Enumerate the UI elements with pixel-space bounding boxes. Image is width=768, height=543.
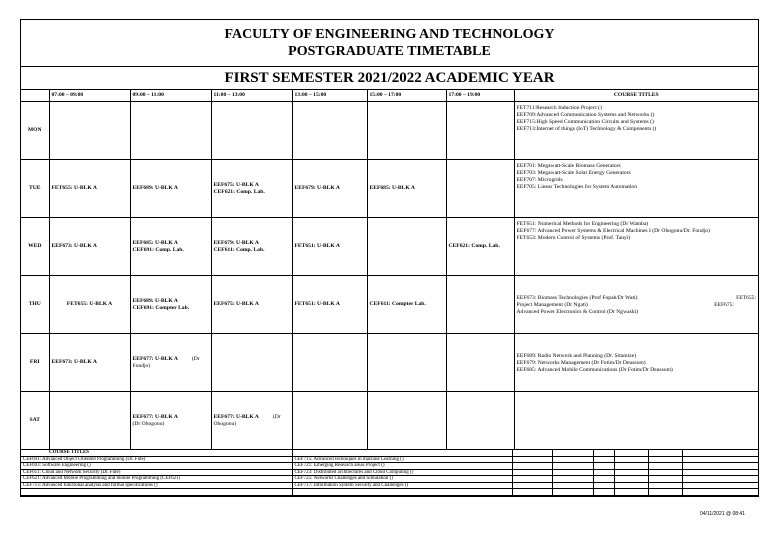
- course-title-right: CEF721: Emerging Research areas Project (): [292, 463, 512, 470]
- course-title-text: EEF675:: [714, 302, 734, 308]
- slot-line: EEF685: U-BLK A: [132, 239, 178, 246]
- day-row-tue: [21, 160, 758, 218]
- slot-line: Ohogonu): [213, 420, 237, 427]
- slot-entry: CEF611: Compter Lab.: [367, 276, 446, 334]
- course-title-left: CEF713: Advanced functional analysis and formal specifications (): [21, 482, 292, 489]
- semester-title: FIRST SEMESTER 2021/2022 ACADEMIC YEAR: [21, 67, 758, 90]
- course-title-line: EEF685: Advanced Mobile Communications (Dr Fotim/Dr Deussom): [516, 367, 673, 373]
- course-title-line: FET653: Modern Control of Systems (Prof. Tanyi): [516, 235, 631, 241]
- slot-entry: EEF689: U-BLK A: [130, 160, 211, 218]
- course-title-line: EEF707: Microgrids: [516, 177, 563, 183]
- slot-line: CEF691: Compter Lab.: [132, 304, 190, 311]
- course-title-line: EEF689: Radio Network and Planning (Dr. Sitamize): [516, 353, 636, 359]
- course-title-right: CEF723: Distributed architectures and Cloud Computing (): [292, 469, 512, 476]
- slot-entry: [130, 334, 211, 392]
- course-title-row: [21, 489, 758, 496]
- slot-line: CEF621: Comp. Lab.: [213, 188, 265, 195]
- day-row-wed: [21, 218, 758, 276]
- course-title-text: Project Management (Dr Ngati): [516, 302, 588, 308]
- timetable-frame: [20, 19, 759, 497]
- slot-entry: FET655: U-BLK A: [49, 160, 130, 218]
- col-1100-1300: 11:00 – 13:00: [211, 90, 292, 102]
- slot-line: (Dr Ohogonu): [132, 420, 165, 427]
- day-row-sat: [21, 392, 758, 450]
- course-title-line: [517, 295, 757, 302]
- col-0700-0900: 07:00 – 09:00: [49, 90, 130, 102]
- day-label: WED: [21, 218, 49, 276]
- slot-line: CEF611: Comp. Lab.: [213, 246, 265, 253]
- day-label: SAT: [21, 392, 49, 450]
- slot-entry: [211, 218, 292, 276]
- col-1700-1900: 17:00 – 19:00: [446, 90, 514, 102]
- course-title-line: EEF715:High Speed Communication Circuits and Systems (): [516, 119, 654, 125]
- faculty-title: FACULTY OF ENGINEERING AND TECHNOLOGY: [224, 27, 555, 42]
- slot-line: CEF691: Comp. Lab.: [132, 246, 184, 253]
- course-titles-mon: [514, 102, 758, 160]
- slot-entry: FET651: U-BLK A: [292, 218, 367, 276]
- slot-line: (Dr: [272, 413, 281, 420]
- course-title-line: EEF679: Networks Management (Dr Fotim/Dr Deussom): [516, 360, 646, 366]
- column-header-row: [21, 90, 758, 102]
- course-titles-wed: [514, 218, 758, 276]
- slot-line: EEF677: U-BLK A: [213, 413, 259, 420]
- course-title-right: CEF725: Networks Challenges and Simulation (): [292, 476, 512, 483]
- slot-entry: [211, 160, 292, 218]
- slot-line: EEF677: U-BLK A: [132, 355, 178, 362]
- col-1300-1500: 13:00 – 15:00: [292, 90, 367, 102]
- slot-entry: CEF621: Comp. Lab.: [446, 218, 514, 276]
- day-row-mon: [21, 102, 758, 160]
- slot-entry: [211, 392, 292, 450]
- slot-line: Fondjo): [132, 362, 151, 369]
- day-label: THU: [21, 276, 49, 334]
- course-title-right: CEF715: Advanced techniques in machine Learning (): [292, 456, 512, 463]
- course-titles-fri: [514, 334, 758, 392]
- course-title-line: EEF713:Internet of things (IoT) Technology & Components (): [516, 126, 657, 132]
- slot-entry: EEF685: U-BLK A: [367, 160, 446, 218]
- slot-entry: EEF673: U-BLK A: [49, 218, 130, 276]
- day-label: FRI: [21, 334, 49, 392]
- course-title-line: Advanced Power Electronics & Control (Dr Ngwashi): [516, 309, 638, 315]
- col-course-titles: COURSE TITLES: [514, 90, 758, 102]
- course-title-text: EEF673: Biomass Technologies (Prof Fopah/Dr Wati): [516, 295, 638, 301]
- course-title-line: EEF709:Advanced Communication Systems and Networks (): [516, 112, 655, 118]
- slot-line: EEF677: U-BLK A: [132, 413, 178, 420]
- slot-entry: [130, 218, 211, 276]
- slot-entry: [130, 392, 211, 450]
- course-title-line: EEF677: Advanced Power Systems & Electrical Machines I (Dr Ohogonu/Dr. Fondjo): [516, 228, 710, 234]
- slot-line: EEF679: U-BLK A: [213, 239, 259, 246]
- course-title-right: CEF717: Information System Security and Challenges (): [292, 482, 512, 489]
- slot-entry: FET651: U-BLK A: [292, 276, 367, 334]
- course-title-line: EEF701: Megawatt-Scale Biomass Generators: [516, 163, 621, 169]
- course-titles-thu: [514, 276, 758, 334]
- slot-entry: FET655: U-BLK A: [49, 276, 130, 334]
- col-1500-1700: 15:00 – 17:00: [367, 90, 446, 102]
- print-timestamp: 04/11/2021 @ 08:41: [699, 511, 745, 517]
- course-title-left: CEF611: Cloud and Network Security (Dr. Fute): [21, 469, 292, 476]
- corner-cell: [21, 90, 49, 102]
- day-row-fri: [21, 334, 758, 392]
- course-title-line: EEF703: Megawatt-Scale Solar Energy Generators: [516, 170, 631, 176]
- course-title-line: FET711:Research Induction Project (): [516, 105, 602, 111]
- timetable-subtitle: POSTGRADUATE TIMETABLE: [288, 44, 491, 59]
- col-0900-1100: 09:00 – 11:00: [130, 90, 211, 102]
- course-title-line: FET651: Numerical Methods for Engineering (Dr Wamba): [516, 221, 649, 227]
- course-title-line: EEF705: Linear Technologies for System Automation: [516, 184, 638, 190]
- course-titles-heading: COURSE TITLES: [21, 450, 292, 456]
- course-titles-tue: [514, 160, 758, 218]
- course-title-left: CEF621: Advanced Mobile Programming and mobile Programming (CEF621): [21, 476, 292, 483]
- course-title-left: CEF693: Software Engineering (): [21, 463, 292, 470]
- slot-entry: EEF673: U-BLK A: [49, 334, 130, 392]
- day-row-thu: [21, 276, 758, 334]
- timetable-grid: [21, 90, 758, 450]
- course-title-line: [517, 302, 757, 309]
- bottom-course-titles: [21, 450, 758, 496]
- slot-entry: [130, 276, 211, 334]
- slot-entry: EEF679: U-BLK A: [292, 160, 367, 218]
- header-block: [21, 20, 758, 67]
- slot-line: (Dr: [191, 355, 200, 362]
- slot-entry: EEF675: U-BLK A: [211, 276, 292, 334]
- course-title-text: FET655:: [736, 295, 756, 301]
- slot-line: EEF689: U-BLK A: [132, 297, 178, 304]
- day-label: MON: [21, 102, 49, 160]
- day-label: TUE: [21, 160, 49, 218]
- course-title-left: CEF691: Advanced Object Oriented Programming (Dr. Fute): [21, 456, 292, 463]
- slot-line: EEF675: U-BLK A: [213, 181, 259, 188]
